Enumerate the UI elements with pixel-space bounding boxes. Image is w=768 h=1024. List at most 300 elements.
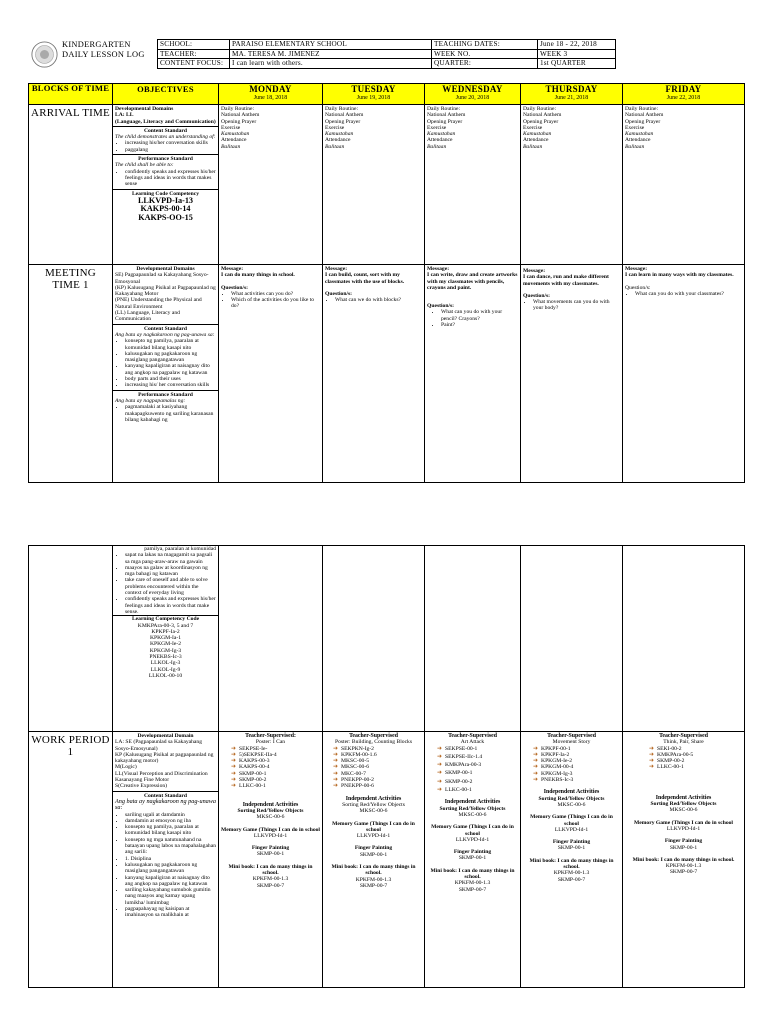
routine-line: Kamustahan <box>221 131 250 138</box>
list-item: • increasing his/ her conversation skills <box>125 382 216 388</box>
list-item: • konsepto ng pamilya, paaralan at komunidad bilang kasapi nito <box>125 824 216 837</box>
routine-line: Exercise <box>221 124 241 131</box>
meeting-friday <box>623 265 745 483</box>
label-teacher: TEACHER: <box>158 49 230 59</box>
arrow-bullet-icon: ➜ <box>333 745 339 752</box>
arrow-bullet-icon: ➜ <box>333 751 339 758</box>
routine-line: Daily Routine: <box>625 106 659 112</box>
arrow-bullet-icon: ➜ <box>231 745 237 752</box>
content-standard-intro: Ang bata ay nagkakaroon ng pag-unawa sa: <box>115 331 215 338</box>
col-wednesday <box>425 84 521 105</box>
lesson-table-page2 <box>28 545 745 988</box>
block-arrival-time: ARRIVAL TIME <box>29 105 113 265</box>
col-thursday <box>521 84 623 105</box>
message-label: Message: <box>427 266 450 272</box>
activity-code: SKMP-00-1 <box>557 845 586 852</box>
meeting-wednesday <box>425 265 521 483</box>
label-quarter: QUARTER: <box>432 59 538 69</box>
code-text: SKMP-00-1 <box>445 770 473 777</box>
routine-line: Opening Prayer <box>427 118 463 125</box>
code-list <box>625 746 742 771</box>
list-item: • maayos na galaw at koordinasyon ng mga bahagi ng katawan <box>125 565 216 578</box>
code-list <box>523 746 620 784</box>
code-text: LLKC-00-1 <box>445 787 472 794</box>
activity-title: Finger Painting <box>552 839 591 846</box>
activity-title: Sorting Red/Yellow Objects <box>650 801 717 808</box>
value-teacher: MA. TERESA M. JIMENEZ <box>230 49 432 59</box>
arrow-bullet-icon: ➜ <box>533 758 539 765</box>
code-item <box>437 746 518 752</box>
arrow-bullet-icon: ➜ <box>533 777 539 784</box>
domains-title: Developmental Domains <box>136 266 195 272</box>
activity-title: Mini book: I can do many things in school. <box>430 867 515 881</box>
teacher-supervised-title: Art Attack <box>460 739 485 746</box>
independent-activities-title: Independent Activities <box>345 795 402 802</box>
activity-code: SKMP-00-1 <box>359 851 388 858</box>
routine-line: Attendance <box>325 137 351 144</box>
question-label: Question/s: <box>625 284 651 291</box>
work-tuesday <box>323 732 425 988</box>
list-item: • confidently speaks and expresses his/her feelings and ideas in words that makes sense <box>125 169 216 188</box>
value-school: PARAISO ELEMENTARY SCHOOL <box>230 40 432 50</box>
code-item <box>437 762 518 768</box>
code: KPKGM-Ig-3 <box>149 647 182 654</box>
activity-code: SKMP-00-1 <box>458 855 487 862</box>
question-list <box>427 309 518 328</box>
deped-seal-icon <box>31 41 58 68</box>
routine-line: Balitaan <box>427 143 447 150</box>
code: KPKPF-Ia-2 <box>151 628 180 635</box>
code-text: SKMP-00-2 <box>657 758 685 765</box>
list-item: • sapat na lakas na magagamit sa pagsali sa mga pang-araw-araw na gawain <box>125 552 216 565</box>
day-date: June 19, 2018 <box>356 95 391 101</box>
learning-code: KAKPS-00-14 <box>140 204 191 214</box>
routine-line: Opening Prayer <box>221 118 257 125</box>
meeting-content-standard <box>113 325 218 391</box>
message-label: Message: <box>523 268 546 274</box>
teacher-supervised-label: Teacher-Supervised <box>349 733 398 739</box>
message-text: I can build, count, sort with my classmates with the use of blocks. <box>325 272 405 285</box>
code-item <box>437 754 518 760</box>
domain-line: LA: SE (Pagpapaunlad sa Kakayahang Sosyo-Emosyunal) <box>115 739 202 752</box>
code: KPKGM-Ie-2 <box>149 641 182 648</box>
performance-standard-list <box>115 404 216 423</box>
content-standard-intro: Ang bata ay nagkakaroon ng pag-unawa sa: <box>115 797 216 812</box>
work-domain <box>113 732 218 792</box>
work-thursday <box>521 732 623 988</box>
domain-line: SE) Pagpapaunlad sa Kakayahang Sosyo-Emosyonal <box>115 272 209 285</box>
code-text: KMKPAra-00-3 <box>445 762 482 769</box>
list-item: • konsepto ng mga natutunahand na bataayan upang labos na mapahalagahan ang sarili: <box>125 837 216 856</box>
list-item: • 1. Disiplina <box>125 856 216 862</box>
arrival-routine-monday <box>219 105 323 265</box>
routine-line: National Anthem <box>427 112 466 119</box>
teacher-supervised-label: Teacher-Supervised <box>659 733 708 739</box>
teacher-supervised-title: Think, Pair, Share <box>663 739 704 746</box>
day-date: June 20, 2018 <box>455 95 490 101</box>
question-list <box>625 291 742 297</box>
value-teaching-dates: June 18 - 22, 2018 <box>538 40 616 50</box>
arrival-routine-tuesday <box>323 105 425 265</box>
empty-cell <box>219 546 323 732</box>
arrival-objectives <box>113 105 219 265</box>
list-item: • kanyang kapaligiran at naisagnay dito ang angkop na pagpalaw ng katawan <box>125 363 216 376</box>
code-text: KAKPS-00-4 <box>239 764 270 771</box>
message-text: I can do many things in school. <box>221 272 295 279</box>
meeting-monday <box>219 265 323 483</box>
log-title <box>62 40 145 60</box>
activity-title: Memory Game (Things I can do in school <box>431 824 514 837</box>
code-text: PNEKBS-Ic-3 <box>541 777 574 784</box>
activity-title: Mini book: I can do many things in school. <box>632 856 735 863</box>
code-text: KPKGM-Ig-3 <box>541 770 573 777</box>
activity-code: SKMP-00-7 <box>557 876 586 883</box>
meeting-objectives <box>113 265 219 483</box>
routine-line: Exercise <box>325 124 345 131</box>
work-wednesday <box>425 732 521 988</box>
activity-code: KPKFM-00-1.3 <box>355 876 392 883</box>
activity-code: MKSC-00-6 <box>359 808 388 815</box>
teacher-supervised-title: Poster: I Can <box>255 739 286 746</box>
work-monday <box>219 732 323 988</box>
day-date: June 21, 2018 <box>554 95 589 101</box>
routine-line: National Anthem <box>523 112 562 119</box>
routine-line: Kamustahan <box>523 131 552 138</box>
row-arrival-time <box>29 105 745 265</box>
domains-la: LA: LL <box>115 112 134 119</box>
code-text: KPKPF-Ia-2 <box>541 751 570 758</box>
routine-line: National Anthem <box>625 112 664 119</box>
routine-line: Balitaan <box>523 143 543 150</box>
question-list <box>523 299 620 312</box>
code-text: KPKGM-00-4 <box>541 764 574 771</box>
list-item: • kalusugakan ng pagkakaroon ng masiglang pangangatawan <box>125 862 216 875</box>
code-text: SEKPSE-IIc-1.4 <box>445 753 483 760</box>
arrow-bullet-icon: ➜ <box>231 777 237 784</box>
routine-line: Opening Prayer <box>325 118 361 125</box>
message-label: Message: <box>221 266 244 272</box>
content-standard-title: Content Standard <box>143 792 188 799</box>
learning-competency-title: Learning Competency Code <box>131 616 200 623</box>
activity-code: MKSC-00-6 <box>458 811 487 818</box>
arrow-bullet-icon: ➜ <box>231 764 237 771</box>
label-teaching-dates: TEACHING DATES: <box>432 40 538 50</box>
arrow-bullet-icon: ➜ <box>533 751 539 758</box>
message-text: I can learn in many ways with my classmates. <box>625 272 734 279</box>
log-title-line1: KINDERGARTEN <box>62 40 131 49</box>
learning-code-title: Learning Code Competency <box>131 190 200 197</box>
code-text: SEKPSE-Ie- <box>239 745 268 752</box>
code-text: LLKC-00-1 <box>657 764 684 771</box>
teacher-supervised-label: Teacher-Supervised: <box>245 733 296 739</box>
question-item: • What movements can you do with your body? <box>533 299 620 312</box>
domains-title: Developmental Domains <box>115 106 174 112</box>
code: KPKGM-Ia-1 <box>149 635 182 642</box>
code-text: SEKPKN-Ig-2 <box>341 745 374 752</box>
activity-code: LLKVPD-Id-1 <box>253 832 288 839</box>
code-list <box>325 746 422 790</box>
content-standard-title: Content Standard <box>143 127 188 134</box>
independent-activities-title: Independent Activities <box>444 799 501 806</box>
routine-line: Daily Routine: <box>325 106 359 112</box>
content-standard-intro: The child demonstrates an understanding of: <box>115 134 216 141</box>
activity-code: KPKFM-00-1.3 <box>665 863 702 870</box>
question-item: • What can we do with blocks? <box>335 297 422 303</box>
domain-line: KP (Kalusugang Pisikal at pagpapaunlad ng kakayahang motor) <box>115 751 214 765</box>
day-name: TUESDAY <box>351 84 396 94</box>
list-item: • pagmamalaki at kasiyahang makapagkuwento ng sariling karanasan bilang kabahagi ng <box>125 404 216 423</box>
empty-cell <box>323 546 425 732</box>
arrow-bullet-icon: ➜ <box>437 753 443 760</box>
label-content-focus: CONTENT FOCUS: <box>158 59 230 69</box>
code: LLKOL-Ig-3 <box>150 660 181 667</box>
activity-code: LLKVPD-Id-1 <box>356 833 391 840</box>
code-list <box>221 746 320 790</box>
domain-title: Developmental Domain <box>137 733 194 739</box>
list-item: • konsepto ng pamilya, paaralan at komunidad bilang kasapi nito <box>125 338 216 351</box>
message-text: I can dance, run and make different movements with my classmates. <box>523 274 609 287</box>
routine-line: Attendance <box>523 137 549 144</box>
col-monday <box>219 84 323 105</box>
continued-line: pamilya, paaralan at komunidad <box>144 546 216 552</box>
routine-line: Exercise <box>523 124 543 131</box>
activity-code: SKMP-00-7 <box>256 882 285 889</box>
learning-code: KAKPS-OO-15 <box>138 213 193 223</box>
routine-line: Attendance <box>221 137 247 144</box>
arrow-bullet-icon: ➜ <box>333 770 339 777</box>
label-week-no: WEEK NO. <box>432 49 538 59</box>
list-item: • take care of oneself and able to solve problems encountered within the context of everyday living <box>125 577 216 596</box>
code-text: 5)SEKPSE-IIa-4 <box>239 751 277 758</box>
arrow-bullet-icon: ➜ <box>437 787 443 794</box>
activity-code: KPKFM-00-1.3 <box>252 876 289 883</box>
empty-cell <box>521 546 623 732</box>
activity-code: SKMP-00-7 <box>359 882 388 889</box>
activity-code: LLKVPD-Id-1 <box>455 836 490 843</box>
question-list <box>221 291 320 310</box>
activity-code: MKSC-00-6 <box>669 807 698 814</box>
routine-line: Daily Routine: <box>523 106 557 112</box>
activity-code: LLKVPD-Id-1 <box>554 826 589 833</box>
arrival-performance-standard <box>113 155 218 189</box>
arrow-bullet-icon: ➜ <box>231 770 237 777</box>
learning-competency-code <box>113 615 218 679</box>
activity-code: MKSC-00-6 <box>256 814 285 821</box>
empty-cell <box>623 546 745 732</box>
arrow-bullet-icon: ➜ <box>333 777 339 784</box>
code-text: KPKGM-Ie-2 <box>541 758 573 765</box>
block-meeting-time: MEETING TIME 1 <box>29 265 113 483</box>
activity-title: Memory Game (Things I can do in school <box>332 820 415 833</box>
meeting-tuesday <box>323 265 425 483</box>
domain-line: Kasanayang Fine Motor <box>115 777 170 784</box>
col-friday <box>623 84 745 105</box>
activity-code: SKMP-00-7 <box>669 869 698 876</box>
arrow-bullet-icon: ➜ <box>649 758 655 765</box>
column-header-row <box>29 84 745 105</box>
value-quarter: 1st QUARTER <box>538 59 616 69</box>
arrival-domains <box>113 105 218 127</box>
activity-title: Finger Painting <box>453 849 492 856</box>
value-week-no: WEEK 3 <box>538 49 616 59</box>
performance-standard-title: Performance Standard <box>138 156 193 163</box>
list-item: • damdamin at emosyon ng iba <box>125 818 216 824</box>
code: LLKOL-Ig-9 <box>150 666 181 673</box>
header <box>28 39 744 70</box>
content-standard-list <box>115 140 216 153</box>
domain-line: (LL) Language, Literacy and Communication <box>115 310 180 323</box>
routine-line: Exercise <box>427 124 447 131</box>
content-standard-list <box>115 812 216 919</box>
list-item: • kalusugakan ng pagkakaroon ng masiglang pangangatawan <box>125 351 216 364</box>
teacher-supervised-label: Teacher-Supervised <box>448 733 497 739</box>
activity-code: SKMP-00-7 <box>458 886 487 893</box>
activity-code: SKMP-00-1 <box>256 851 285 858</box>
routine-line: Attendance <box>427 137 453 144</box>
domains-desc: (Language, Literacy and Communication) <box>115 118 216 125</box>
arrival-routine-thursday <box>521 105 623 265</box>
activity-title: Sorting Red/Yellow Objects <box>538 795 605 802</box>
day-name: FRIDAY <box>665 84 702 94</box>
arrow-bullet-icon: ➜ <box>231 783 237 790</box>
routine-line: Balitaan <box>221 143 241 150</box>
content-standard-title: Content Standard <box>143 325 188 332</box>
learning-code: LLKVPD-Ia-13 <box>137 195 194 205</box>
block-empty <box>29 546 113 732</box>
header-row <box>158 59 616 69</box>
work-objectives <box>113 732 219 988</box>
activity-code: KPKFM-00-1.3 <box>553 870 590 877</box>
independent-activities-title: Independent Activities <box>543 789 600 796</box>
activity-title: Sorting Red/Yellow Objects <box>439 805 506 812</box>
activity-title: Memory Game (Things I can do in school <box>221 826 320 833</box>
message-text: I can write, draw and create artworks with my classmates with pencils, crayons and paint. <box>427 272 518 291</box>
question-item: • What activities can you do? <box>231 291 320 297</box>
activity-title: Finger Painting <box>664 838 703 845</box>
arrow-bullet-icon: ➜ <box>649 764 655 771</box>
list-item: • sariling kakayahang sumubok gumitin nang maayos ang kamay upang lumikha/ lumimbag <box>125 887 216 906</box>
domain-line: (PNE) Understanding the Physical and Natural Environment <box>115 297 202 310</box>
activity-title: Memory Game (Things I can do in school <box>634 819 733 826</box>
day-name: MONDAY <box>249 84 292 94</box>
message-label: Message: <box>625 266 648 272</box>
arrival-learning-code <box>113 190 218 224</box>
routine-line: Opening Prayer <box>523 118 559 125</box>
performance-standard-title: Performance Standard <box>138 391 193 398</box>
label-school: SCHOOL: <box>158 40 230 50</box>
routine-line: Kamustahan <box>427 131 456 138</box>
activity-title: Finger Painting <box>354 845 393 852</box>
activity-code: KPKFM-00-1.3 <box>454 880 491 887</box>
meeting-domains <box>113 265 218 325</box>
routine-line: Exercise <box>625 124 645 131</box>
header-info-table <box>157 39 616 69</box>
arrow-bullet-icon: ➜ <box>231 751 237 758</box>
code-text: SEKI-00-2 <box>657 745 682 752</box>
col-blocks-of-time: BLOCKS OF TIME <box>29 84 113 105</box>
arrival-content-standard <box>113 127 218 155</box>
meeting-objectives-continued <box>113 546 219 732</box>
code-text: PNEKPP-00-6 <box>341 783 374 790</box>
arrow-bullet-icon: ➜ <box>333 764 339 771</box>
list-item: • confidently speaks and expresses his/her feelings and ideas in words that make sense. <box>125 596 216 615</box>
arrow-bullet-icon: ➜ <box>437 745 443 752</box>
arrival-routine-friday <box>623 105 745 265</box>
activity-title: Sorting Red/Yellow Objects <box>237 807 304 814</box>
day-date: June 18, 2018 <box>253 95 288 101</box>
teacher-supervised-label: Teacher-Supervised <box>547 733 596 739</box>
value-content-focus: I can learn with others. <box>230 59 432 69</box>
question-label: Question/s: <box>221 284 249 291</box>
routine-line: Opening Prayer <box>625 118 661 125</box>
arrival-routine-wednesday <box>425 105 521 265</box>
question-item: • Paint? <box>441 322 518 328</box>
code-text: SKMP-00-1 <box>239 770 267 777</box>
code-text: KMKPAra-00-5 <box>657 751 694 758</box>
arrow-bullet-icon: ➜ <box>533 764 539 771</box>
work-friday <box>623 732 745 988</box>
activity-title: Finger Painting <box>251 845 290 852</box>
col-tuesday <box>323 84 425 105</box>
code-text: MKC-00-7 <box>341 770 366 777</box>
question-item: • Which of the activities do you like to do? <box>231 297 320 310</box>
meeting-performance-standard <box>113 391 218 424</box>
row-meeting-time <box>29 265 745 483</box>
day-date: June 22, 2018 <box>666 95 701 101</box>
performance-standard-intro: Ang bata ay nagpapamalas ng: <box>115 397 186 404</box>
code-text: SEKPSE-00-1 <box>445 745 478 752</box>
arrow-bullet-icon: ➜ <box>437 762 443 769</box>
performance-standard-intro: The child shall be able to: <box>115 162 174 169</box>
empty-cell <box>425 546 521 732</box>
code-text: SKMP-00-2 <box>445 778 473 785</box>
code: KMKPAra-00-3, 5 and 7 <box>137 622 194 629</box>
continued-list <box>115 552 216 615</box>
routine-line: Kamustahan <box>625 131 654 138</box>
activity-title: Mini book: I can do many things in school. <box>228 863 313 877</box>
day-name: WEDNESDAY <box>442 84 503 94</box>
header-row <box>158 49 616 59</box>
domain-line: (KP) Kalusugang Pisikal at Pagpapaunlad ng Kakayahang Motor <box>115 284 216 298</box>
routine-line: Balitaan <box>625 143 645 150</box>
domain-line: LL(Visual Perception and Discrimination <box>115 770 208 777</box>
activity-title: Memory Game (Things I can do in school <box>530 814 613 827</box>
list-item: • sariling ugali at damdamin <box>125 812 216 818</box>
performance-standard-list <box>115 169 216 188</box>
code-item <box>437 770 518 776</box>
routine-line: Daily Routine: <box>427 106 461 112</box>
question-item: • What can you do with your classmates? <box>635 291 742 297</box>
log-title-line2: DAILY LESSON LOG <box>62 50 145 59</box>
arrow-bullet-icon: ➜ <box>437 770 443 777</box>
code-text: SKMP-00-2 <box>239 777 267 784</box>
arrow-bullet-icon: ➜ <box>533 770 539 777</box>
code: PNEKBS-Ic-3 <box>149 654 182 661</box>
row-meeting-continued <box>29 546 745 732</box>
meeting-thursday <box>521 265 623 483</box>
code-text: MKSC-00-6 <box>341 764 370 771</box>
content-standard-list <box>115 338 216 388</box>
list-item: • body parts and their uses <box>125 376 216 382</box>
arrow-bullet-icon: ➜ <box>437 778 443 785</box>
question-list <box>325 297 422 303</box>
code-item <box>437 779 518 785</box>
day-name: THURSDAY <box>545 84 598 94</box>
code-text: KPKFM-00-1.6 <box>341 751 377 758</box>
list-item: • pagpapahayag ng kaisipan at imahinasyon sa malikhain at <box>125 906 216 919</box>
col-objectives: OBJECTIVES <box>113 84 219 105</box>
activity-code: MKSC-00-6 <box>557 801 586 808</box>
